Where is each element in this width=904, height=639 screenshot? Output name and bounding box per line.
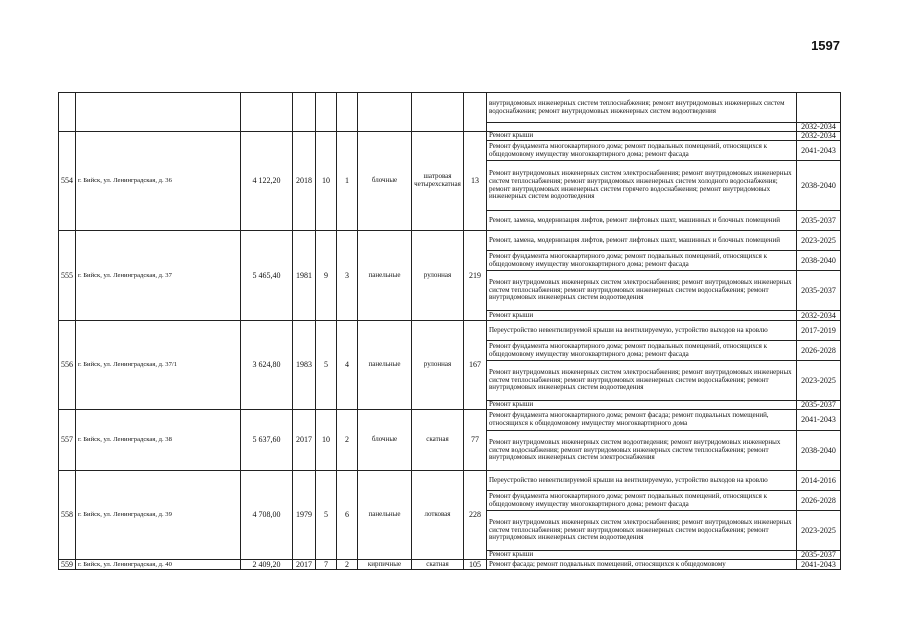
work-cell: Ремонт внутридомовых инженерных систем водоотведения; ремонт внутридомовых инженерных систем водоснабжения; ремонт внутридомовых инженерных систем теплоснабжения; ремонт внутридомовых инженерных систем электроснабжения [487,431,797,471]
repair-schedule-table [58,92,841,570]
build-year-cell: 1979 [293,471,316,560]
work-cell: Ремонт крыши [487,132,797,141]
work-cell: Ремонт внутридомовых инженерных систем электроснабжения; ремонт внутридомовых инженерных систем теплоснабжения; ремонт внутридомовых инженерных систем холодного водоснабжения; ремонт внутридомовых инженерных систем горячего водоснабжения; ремонт внутридомовых инженерных систем водоотведения [487,161,797,211]
years-cell: 2041-2043 [797,560,841,570]
work-cell: Ремонт фундамента многоквартирного дома; ремонт подвальных помещений, относящихся к общедомовому имуществу многоквартирного дома; ремонт фасада [487,141,797,161]
build-year-cell: 2018 [293,132,316,231]
roof-cell: скатная [412,560,464,570]
entrances-cell: 2 [337,560,358,570]
row-number: 554 [59,132,76,231]
roof-cell: лотковая [412,471,464,560]
work-cell: Ремонт фундамента многоквартирного дома; ремонт фасада; ремонт подвальных помещений, относящихся к общедомовому имуществу многоквартирного дома [487,410,797,431]
floors-cell: 7 [316,560,337,570]
work-cell: Ремонт фундамента многоквартирного дома; ремонт подвальных помещений, относящихся к общедомовому имуществу многоквартирного дома; ремонт фасада [487,251,797,271]
row-number: 556 [59,321,76,410]
entrances-cell: 6 [337,471,358,560]
years-cell: 2023-2025 [797,511,841,551]
work-cell: Ремонт крыши [487,311,797,321]
work-cell: Ремонт внутридомовых инженерных систем электроснабжения; ремонт внутридомовых инженерных систем теплоснабжения; ремонт внутридомовых инженерных систем водоснабжения; ремонт внутридомовых инженерных систем водоотведения [487,361,797,401]
years-cell: 2035-2037 [797,211,841,231]
years-cell: 2038-2040 [797,251,841,271]
page-number: 1597 [811,38,840,53]
entrances-cell: 2 [337,410,358,471]
years-cell: 2032-2034 [797,311,841,321]
work-cell: Ремонт фасада; ремонт подвальных помещений, относящихся к общедомовому [487,560,797,570]
years-cell: 2023-2025 [797,231,841,251]
build-year-cell: 2017 [293,410,316,471]
area-cell: 5 637,60 [241,410,293,471]
entrances-cell: 3 [337,231,358,321]
address-cell: г. Бийск, ул. Ленинградская, д. 37/1 [76,321,241,410]
residents-cell: 13 [464,132,487,231]
residents-cell: 105 [464,560,487,570]
row-number: 558 [59,471,76,560]
years-cell: 2041-2043 [797,141,841,161]
work-cell: Ремонт, замена, модернизация лифтов, ремонт лифтовых шахт, машинных и блочных помещений [487,231,797,251]
walls-cell: панельные [358,321,412,410]
years-cell: 2038-2040 [797,431,841,471]
floors-cell: 5 [316,471,337,560]
roof-cell: рулонная [412,321,464,410]
entrances-cell: 1 [337,132,358,231]
floors-cell: 10 [316,132,337,231]
row-number: 559 [59,560,76,570]
floors-cell: 5 [316,321,337,410]
table-row [59,560,841,570]
walls-cell: блочные [358,132,412,231]
work-cell: Переустройство невентилируемой крыши на вентилируемую, устройство выходов на кровлю [487,321,797,341]
roof-cell: шатровая четырехскатная [412,132,464,231]
work-cell: Ремонт внутридомовых инженерных систем электроснабжения; ремонт внутридомовых инженерных систем теплоснабжения; ремонт внутридомовых инженерных систем водоснабжения; ремонт внутридомовых инженерных систем водоотведения [487,511,797,551]
residents-cell: 228 [464,471,487,560]
roof-cell: рулонная [412,231,464,321]
years-cell: 2041-2043 [797,410,841,431]
area-cell: 4 708,00 [241,471,293,560]
walls-cell: панельные [358,231,412,321]
walls-cell: кирпичные [358,560,412,570]
address-cell: г. Бийск, ул. Ленинградская, д. 37 [76,231,241,321]
work-cell: Ремонт фундамента многоквартирного дома; ремонт подвальных помещений, относящихся к общедомовому имуществу многоквартирного дома; ремонт фасада [487,491,797,511]
area-cell: 5 465,40 [241,231,293,321]
table-row [59,231,841,251]
table-row [59,321,841,341]
years-cell: 2017-2019 [797,321,841,341]
work-cell: Ремонт крыши [487,551,797,560]
entrances-cell: 4 [337,321,358,410]
work-cell: Ремонт, замена, модернизация лифтов, ремонт лифтовых шахт, машинных и блочных помещений [487,211,797,231]
years-cell: 2026-2028 [797,341,841,361]
walls-cell: панельные [358,471,412,560]
floors-cell: 10 [316,410,337,471]
address-cell: г. Бийск, ул. Ленинградская, д. 40 [76,560,241,570]
work-cell [487,123,797,132]
area-cell: 2 409,20 [241,560,293,570]
work-cell: Ремонт внутридомовых инженерных систем электроснабжения; ремонт внутридомовых инженерных систем теплоснабжения; ремонт внутридомовых инженерных систем водоснабжения; ремонт внутридомовых инженерных систем водоотведения [487,271,797,311]
row-number: 555 [59,231,76,321]
walls-cell: блочные [358,410,412,471]
build-year-cell: 2017 [293,560,316,570]
years-cell: 2038-2040 [797,161,841,211]
residents-cell: 167 [464,321,487,410]
build-year-cell: 1983 [293,321,316,410]
row-number: 557 [59,410,76,471]
work-cell: Ремонт фундамента многоквартирного дома; ремонт подвальных помещений, относящихся к общедомовому имуществу многоквартирного дома; ремонт фасада [487,341,797,361]
years-cell [797,93,841,123]
years-cell: 2014-2016 [797,471,841,491]
years-cell: 2023-2025 [797,361,841,401]
residents-cell: 77 [464,410,487,471]
years-cell: 2032-2034 [797,123,841,132]
years-cell: 2035-2037 [797,401,841,410]
area-cell: 3 624,80 [241,321,293,410]
years-cell: 2035-2037 [797,551,841,560]
years-cell: 2026-2028 [797,491,841,511]
table-row [59,132,841,141]
floors-cell: 9 [316,231,337,321]
area-cell: 4 122,20 [241,132,293,231]
years-cell: 2035-2037 [797,271,841,311]
address-cell: г. Бийск, ул. Ленинградская, д. 38 [76,410,241,471]
address-cell: г. Бийск, ул. Ленинградская, д. 36 [76,132,241,231]
table-row [59,93,841,123]
work-cell: Переустройство невентилируемой крыши на вентилируемую, устройство выходов на кровлю [487,471,797,491]
roof-cell: скатная [412,410,464,471]
table-row [59,471,841,491]
residents-cell: 219 [464,231,487,321]
address-cell: г. Бийск, ул. Ленинградская, д. 39 [76,471,241,560]
work-cell: внутридомовых инженерных систем теплоснабжения; ремонт внутридомовых инженерных систем водоснабжения; ремонт внутридомовых инженерных систем водоотведения [487,93,797,123]
table-row [59,410,841,431]
build-year-cell: 1981 [293,231,316,321]
work-cell: Ремонт крыши [487,401,797,410]
years-cell: 2032-2034 [797,132,841,141]
